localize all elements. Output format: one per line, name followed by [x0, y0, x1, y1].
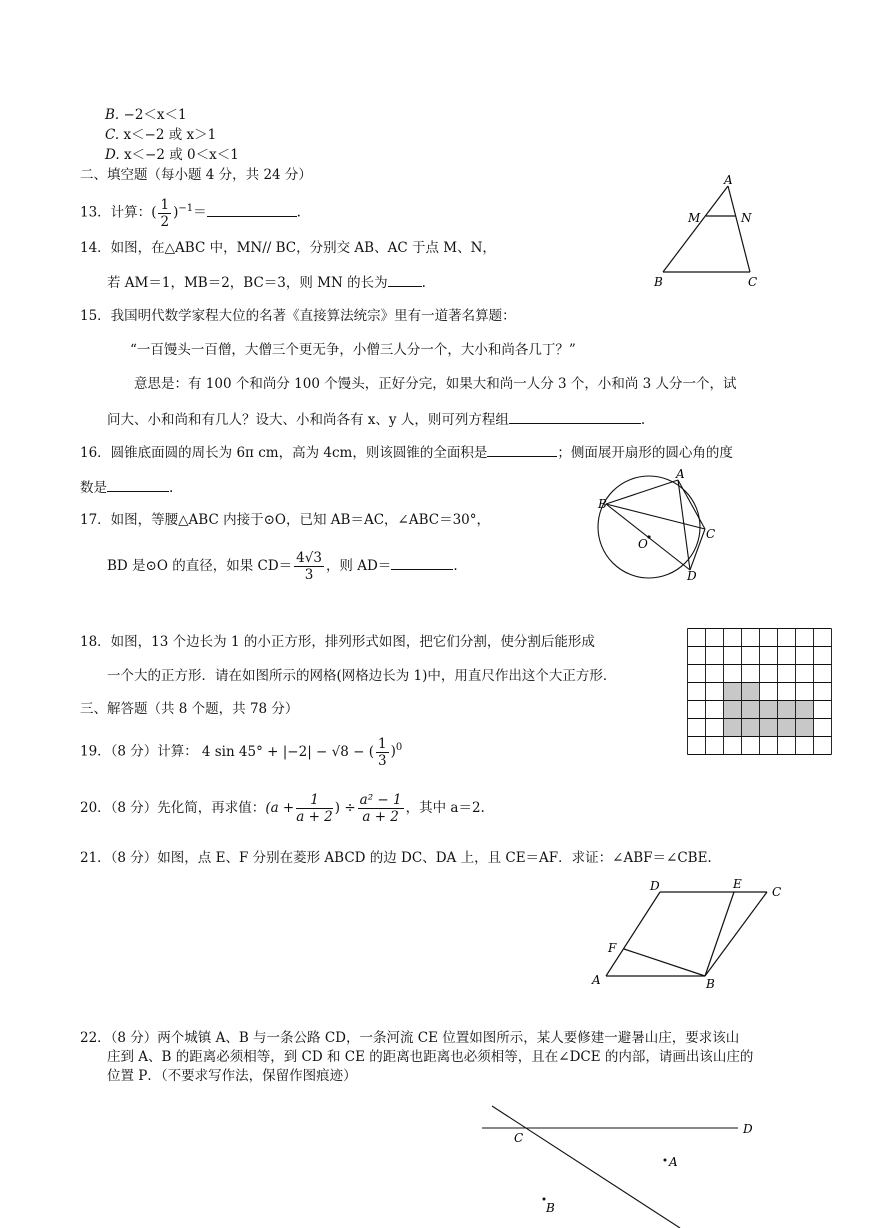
- question-15-line4: 问大、小和尚和有几人？设大、小和尚各有 x、y 人，则可列方程组 .: [107, 409, 645, 429]
- question-22-line2: 庄到 A、B 的距离必须相等，到 CD 和 CE 的距离也距离也必须相等，且在∠DCE 的内部，请画出该山庄的: [107, 1049, 754, 1065]
- label-c: C: [514, 1131, 524, 1145]
- road-river-figure: [480, 1100, 770, 1228]
- rhombus-figure: [584, 872, 794, 994]
- label-e: E: [733, 877, 742, 891]
- triangle-abc-figure: [650, 172, 770, 294]
- label-a: A: [669, 1155, 678, 1169]
- grid-figure: [687, 628, 835, 760]
- label-c: C: [748, 275, 758, 289]
- label-c: C: [772, 885, 782, 899]
- question-17-line2: BD 是⊙O 的直径，如果 CD＝ $\frac{4√3}{3}$ ，则 AD＝ .: [107, 550, 458, 583]
- option-letter: D.: [105, 147, 120, 163]
- question-15-line1: 15．我国明代数学家程大位的名著《直接算法统宗》里有一道著名算题：: [80, 308, 516, 324]
- option-letter: B.: [105, 107, 120, 123]
- label-d: D: [650, 879, 660, 893]
- question-18-line2: 一个大的正方形．请在如图所示的网格(网格边长为 1)中，用直尺作出这个大正方形．: [107, 668, 617, 684]
- q13-answer-blank[interactable]: [207, 202, 297, 217]
- q13-fraction: $\frac{1}{2}$: [160, 196, 170, 230]
- label-d: D: [687, 569, 697, 583]
- q13-number: 13．计算：: [80, 204, 152, 221]
- question-21: 21．（8 分）如图，点 E、F 分别在菱形 ABCD 的边 DC、DA 上，且 CE＝AF．求证：∠ABF＝∠CBE.: [80, 850, 712, 866]
- q15-answer-blank[interactable]: [509, 409, 641, 424]
- question-14-line1: 14．如图，在△ABC 中，MN// BC，分别交 AB、AC 于点 M、N，: [80, 240, 496, 256]
- question-19: 19．（8 分）计算： 4 sin 45° + |−2| − √8 − ( $\frac{1}{3}$ )$^0$: [80, 735, 403, 769]
- question-15-line3: 意思是：有 100 个和尚分 100 个馒头，正好分完，如果大和尚一人分 3 个，小和尚 3 人分一个，试: [134, 376, 737, 392]
- option-text: x＜−2 或 x＞1: [123, 127, 217, 143]
- option-c: [105, 126, 216, 144]
- label-b: B: [654, 275, 663, 289]
- q20-fraction-2: $\frac{\text{a² − 1}}{a + 2}$: [359, 792, 402, 825]
- option-letter: C.: [105, 127, 120, 143]
- question-16-line1: 16．圆锥底面圆的周长为 6π cm，高为 4cm，则该圆锥的全面积是 ；侧面展开扇形的圆心角的度: [80, 442, 733, 462]
- section-answer-title: 三、解答题（共 8 个题，共 78 分）: [80, 701, 299, 717]
- label-b: B: [706, 977, 715, 991]
- question-18-line1: 18．如图，13 个边长为 1 的小正方形，排列形式如图，把它们分割，使分割后能形成: [80, 634, 595, 650]
- q17-fraction: $\frac{4√3}{3}$: [296, 550, 322, 583]
- question-22-line3: 位置 P．（不要求写作法，保留作图痕迹）: [107, 1068, 357, 1084]
- option-d: [105, 146, 239, 164]
- q16-angle-blank[interactable]: [107, 477, 169, 492]
- label-a: A: [592, 973, 601, 987]
- label-d: D: [743, 1122, 753, 1136]
- q14-answer-blank[interactable]: [388, 272, 422, 287]
- question-22-line1: 22．（8 分）两个城镇 A、B 与一条公路 CD，一条河流 CE 位置如图所示，某人要修建一避暑山庄，要求该山: [80, 1030, 740, 1046]
- question-17-line1: 17．如图，等腰△ABC 内接于⊙O，已知 AB＝AC，∠ABC＝30°，: [80, 512, 491, 528]
- label-n: N: [741, 211, 752, 225]
- label-a: A: [676, 467, 685, 481]
- option-b: [105, 106, 187, 124]
- q20-fraction-1: $\frac{1}{a + 2}$: [296, 792, 333, 825]
- label-a: A: [724, 173, 733, 187]
- label-c: C: [706, 527, 716, 541]
- label-o: O: [638, 537, 648, 551]
- label-b: B: [598, 497, 607, 511]
- question-16-line2: 数是 .: [80, 477, 173, 497]
- label-m: M: [688, 211, 701, 225]
- label-f: F: [608, 941, 617, 955]
- label-b: B: [546, 1201, 555, 1215]
- question-14-line2: 若 AM＝1，MB＝2，BC＝3，则 MN 的长为 .: [107, 272, 426, 292]
- section-fill-in-title: 二、填空题（每小题 4 分，共 24 分）: [80, 167, 312, 183]
- question-13: 13．计算：( $\frac{1}{2}$ )$^{-1}$＝ .: [80, 196, 301, 230]
- q19-fraction: $\frac{1}{3}$: [378, 735, 387, 769]
- circle-figure: [592, 466, 722, 584]
- question-20: 20．（8 分）先化简，再求值：(a + $\frac{1}{a + 2}$ ) ÷ $\frac{\text{a² − 1}}{a + 2}$ ，其中 a＝2.: [80, 792, 485, 825]
- option-text: x＜−2 或 0＜x＜1: [123, 147, 239, 163]
- q17-answer-blank[interactable]: [391, 555, 453, 570]
- question-15-poem: “一百馒头一百僧，大僧三个更无争，小僧三人分一个，大小和尚各几丁？”: [130, 342, 576, 358]
- option-text: −2＜x＜1: [123, 107, 187, 123]
- q16-area-blank[interactable]: [487, 442, 557, 457]
